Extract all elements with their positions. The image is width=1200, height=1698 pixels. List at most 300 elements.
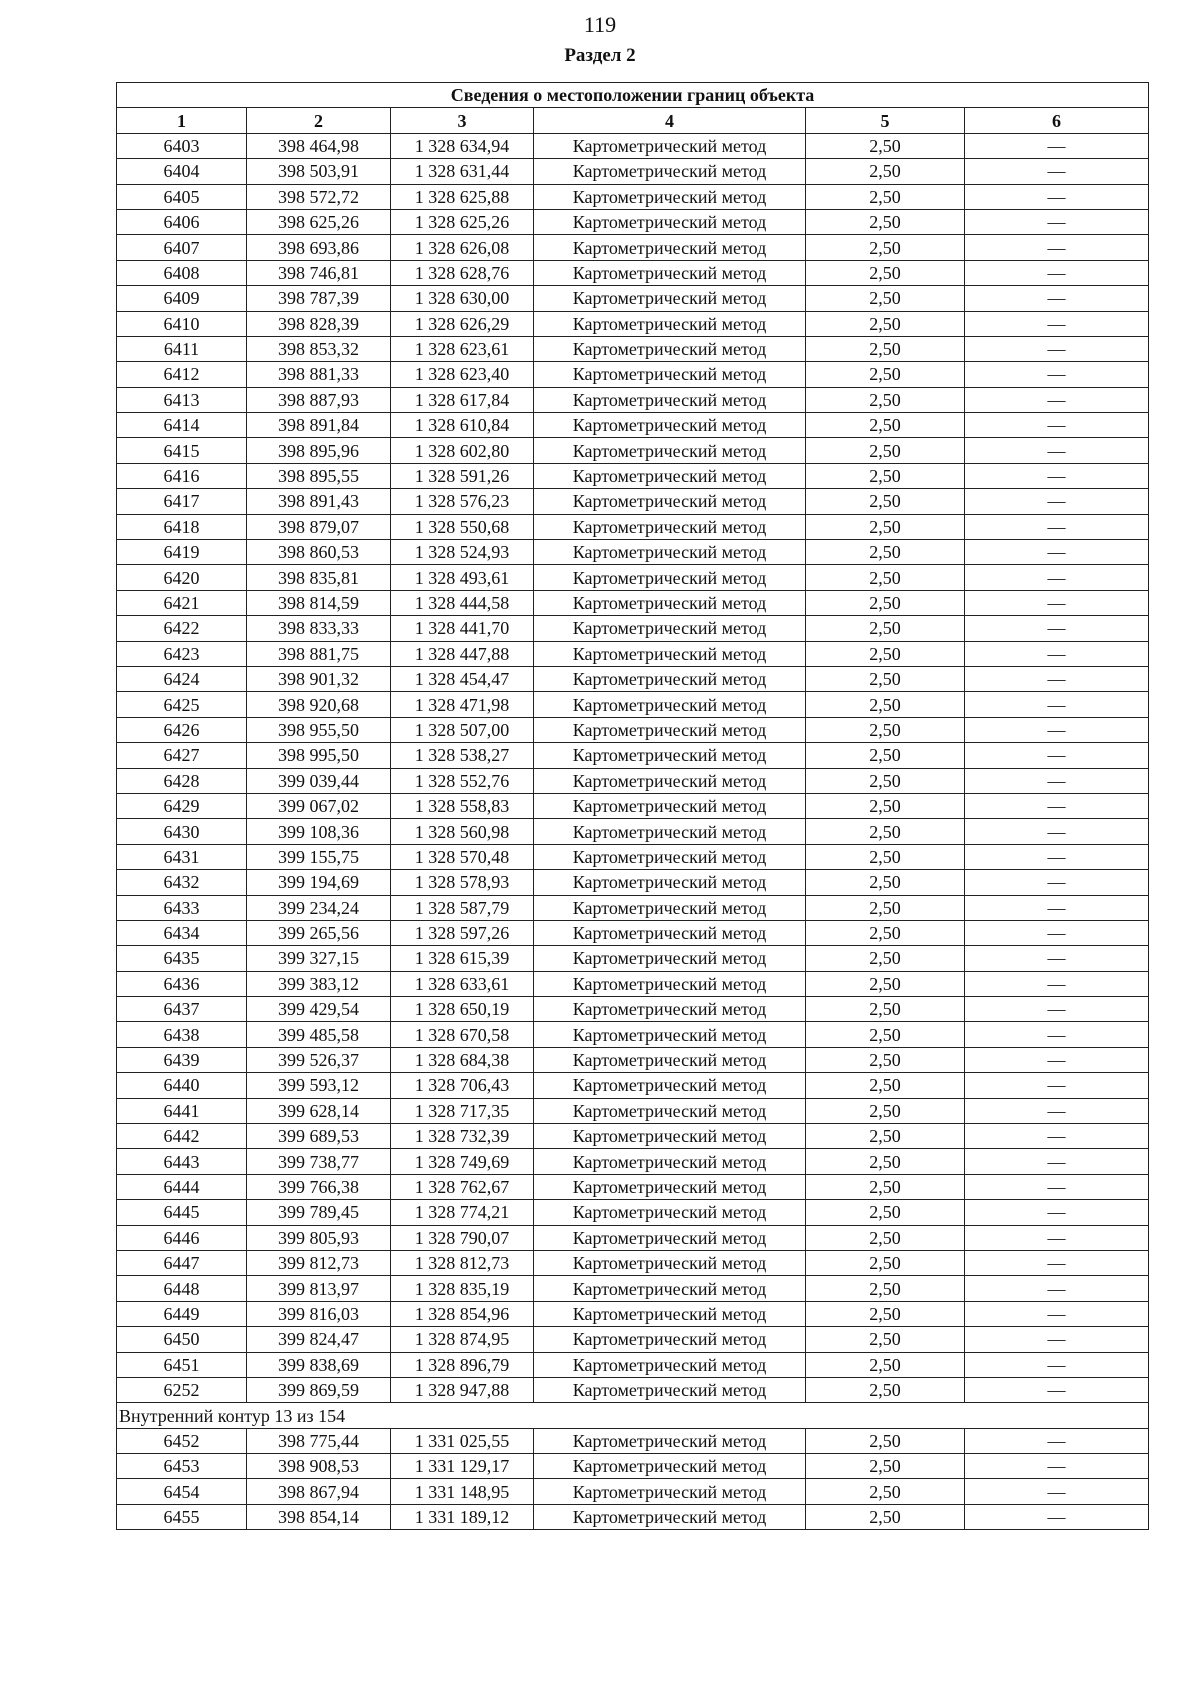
table-cell: Картометрический метод <box>534 1479 806 1504</box>
table-row <box>117 1327 1149 1352</box>
table-row <box>117 1352 1149 1377</box>
table-row <box>117 1047 1149 1072</box>
table-cell: 2,50 <box>806 184 965 209</box>
table-cell: — <box>965 565 1149 590</box>
table-cell: 6414 <box>117 413 247 438</box>
table-row <box>117 616 1149 641</box>
table-cell: 6433 <box>117 895 247 920</box>
table-row <box>117 1022 1149 1047</box>
table-cell: 6449 <box>117 1301 247 1326</box>
table-cell: 399 789,45 <box>247 1200 391 1225</box>
table-row <box>117 184 1149 209</box>
table-cell: — <box>965 666 1149 691</box>
table-cell: — <box>965 1174 1149 1199</box>
table-cell: 6436 <box>117 971 247 996</box>
table-cell: 399 234,24 <box>247 895 391 920</box>
table-cell: 2,50 <box>806 1504 965 1529</box>
table-cell: 2,50 <box>806 946 965 971</box>
table-cell: Картометрический метод <box>534 819 806 844</box>
table-row <box>117 1504 1149 1529</box>
table-cell: — <box>965 260 1149 285</box>
table-cell: Картометрический метод <box>534 946 806 971</box>
table-cell: 1 331 148,95 <box>391 1479 534 1504</box>
table-cell: — <box>965 641 1149 666</box>
table-cell: Картометрический метод <box>534 743 806 768</box>
table-row <box>117 946 1149 971</box>
table-cell: 398 835,81 <box>247 565 391 590</box>
table-cell: 2,50 <box>806 1073 965 1098</box>
table-cell: 6440 <box>117 1073 247 1098</box>
table-cell: — <box>965 920 1149 945</box>
table-cell: Картометрический метод <box>534 870 806 895</box>
table-cell: 6416 <box>117 463 247 488</box>
table-cell: 398 625,26 <box>247 209 391 234</box>
table-cell: 398 881,33 <box>247 362 391 387</box>
table-cell: 2,50 <box>806 1200 965 1225</box>
table-cell: 6429 <box>117 793 247 818</box>
column-header: 4 <box>534 108 806 133</box>
table-cell: Картометрический метод <box>534 1098 806 1123</box>
table-cell: 398 881,75 <box>247 641 391 666</box>
table-cell: 6403 <box>117 133 247 158</box>
table-row <box>117 235 1149 260</box>
table-row <box>117 997 1149 1022</box>
table-cell: 1 328 670,58 <box>391 1022 534 1047</box>
table-cell: Картометрический метод <box>534 1124 806 1149</box>
table-cell: 1 328 570,48 <box>391 844 534 869</box>
table-cell: 2,50 <box>806 1124 965 1149</box>
table-cell: 398 693,86 <box>247 235 391 260</box>
table-cell: 2,50 <box>806 1225 965 1250</box>
table-cell: 399 805,93 <box>247 1225 391 1250</box>
table-cell: 1 328 558,83 <box>391 793 534 818</box>
table-row <box>117 717 1149 742</box>
table-cell: 6438 <box>117 1022 247 1047</box>
table-cell: 6430 <box>117 819 247 844</box>
table-cell: Картометрический метод <box>534 895 806 920</box>
table-cell: 2,50 <box>806 1479 965 1504</box>
table-cell: 399 327,15 <box>247 946 391 971</box>
table-cell: 1 328 947,88 <box>391 1377 534 1402</box>
table-cell: Картометрический метод <box>534 311 806 336</box>
table-cell: — <box>965 1250 1149 1275</box>
table-cell: 398 955,50 <box>247 717 391 742</box>
table-cell: 1 328 576,23 <box>391 489 534 514</box>
table-cell: Картометрический метод <box>534 1352 806 1377</box>
table-cell: Картометрический метод <box>534 235 806 260</box>
table-cell: 6410 <box>117 311 247 336</box>
table-row <box>117 1225 1149 1250</box>
table-cell: — <box>965 362 1149 387</box>
table-cell: Картометрический метод <box>534 565 806 590</box>
table-cell: Картометрический метод <box>534 717 806 742</box>
table-cell: 1 331 189,12 <box>391 1504 534 1529</box>
table-cell: — <box>965 1047 1149 1072</box>
table-row <box>117 260 1149 285</box>
table-cell: 1 328 591,26 <box>391 463 534 488</box>
table-cell: — <box>965 1428 1149 1453</box>
table-row <box>117 844 1149 869</box>
table-cell: 2,50 <box>806 1377 965 1402</box>
table-cell: 2,50 <box>806 1352 965 1377</box>
table-row <box>117 1124 1149 1149</box>
table-cell: — <box>965 768 1149 793</box>
table-cell: 1 328 684,38 <box>391 1047 534 1072</box>
table-cell: 6447 <box>117 1250 247 1275</box>
table-row <box>117 692 1149 717</box>
table-cell: 6406 <box>117 209 247 234</box>
table-cell: — <box>965 387 1149 412</box>
table-cell: 2,50 <box>806 540 965 565</box>
table-cell: 398 891,84 <box>247 413 391 438</box>
table-title: Сведения о местоположении границ объекта <box>117 83 1149 108</box>
table-cell: 6450 <box>117 1327 247 1352</box>
table-cell: Картометрический метод <box>534 387 806 412</box>
column-header: 1 <box>117 108 247 133</box>
table-cell: 2,50 <box>806 743 965 768</box>
table-cell: 1 328 447,88 <box>391 641 534 666</box>
table-cell: Картометрический метод <box>534 1276 806 1301</box>
table-cell: Картометрический метод <box>534 1327 806 1352</box>
table-cell: Картометрический метод <box>534 438 806 463</box>
table-cell: — <box>965 1276 1149 1301</box>
table-cell: Картометрический метод <box>534 1022 806 1047</box>
table-cell: 2,50 <box>806 311 965 336</box>
boundary-coordinates-table <box>116 82 1149 1530</box>
table-row <box>117 819 1149 844</box>
table-cell: 398 828,39 <box>247 311 391 336</box>
table-row <box>117 159 1149 184</box>
table-cell: 399 383,12 <box>247 971 391 996</box>
table-cell: 399 194,69 <box>247 870 391 895</box>
table-cell: 6434 <box>117 920 247 945</box>
table-cell: 398 853,32 <box>247 336 391 361</box>
table-cell: 6455 <box>117 1504 247 1529</box>
table-cell: Картометрический метод <box>534 1200 806 1225</box>
table-row <box>117 463 1149 488</box>
table-cell: — <box>965 133 1149 158</box>
table-cell: 1 328 615,39 <box>391 946 534 971</box>
table-cell: 399 526,37 <box>247 1047 391 1072</box>
table-cell: 2,50 <box>806 489 965 514</box>
table-cell: Картометрический метод <box>534 413 806 438</box>
table-cell: 1 328 625,88 <box>391 184 534 209</box>
table-cell: 398 854,14 <box>247 1504 391 1529</box>
table-cell: Картометрический метод <box>534 971 806 996</box>
table-cell: 2,50 <box>806 1428 965 1453</box>
table-cell: 1 328 587,79 <box>391 895 534 920</box>
table-cell: 6452 <box>117 1428 247 1453</box>
table-cell: 6413 <box>117 387 247 412</box>
table-cell: 2,50 <box>806 514 965 539</box>
table-cell: 2,50 <box>806 1276 965 1301</box>
table-cell: Картометрический метод <box>534 1225 806 1250</box>
table-cell: — <box>965 1479 1149 1504</box>
table-cell: 6415 <box>117 438 247 463</box>
table-cell: 399 838,69 <box>247 1352 391 1377</box>
table-cell: 2,50 <box>806 438 965 463</box>
table-cell: Картометрический метод <box>534 1454 806 1479</box>
table-cell: 1 328 630,00 <box>391 286 534 311</box>
table-cell: 1 328 626,08 <box>391 235 534 260</box>
table-title-row <box>117 83 1149 108</box>
table-cell: 398 901,32 <box>247 666 391 691</box>
table-cell: 6422 <box>117 616 247 641</box>
table-cell: 1 328 626,29 <box>391 311 534 336</box>
column-header: 6 <box>965 108 1149 133</box>
table-cell: — <box>965 463 1149 488</box>
table-cell: — <box>965 1149 1149 1174</box>
table-cell: Картометрический метод <box>534 336 806 361</box>
table-cell: 399 738,77 <box>247 1149 391 1174</box>
table-row <box>117 489 1149 514</box>
table-cell: 399 265,56 <box>247 920 391 945</box>
table-cell: — <box>965 1022 1149 1047</box>
table-cell: 6428 <box>117 768 247 793</box>
table-cell: — <box>965 895 1149 920</box>
table-cell: 398 572,72 <box>247 184 391 209</box>
table-cell: 2,50 <box>806 1250 965 1275</box>
table-cell: 2,50 <box>806 692 965 717</box>
table-cell: 1 328 790,07 <box>391 1225 534 1250</box>
table-cell: 1 328 633,61 <box>391 971 534 996</box>
table-row <box>117 1377 1149 1402</box>
table-cell: — <box>965 743 1149 768</box>
table-cell: 1 328 628,76 <box>391 260 534 285</box>
table-cell: — <box>965 311 1149 336</box>
table-cell: 2,50 <box>806 666 965 691</box>
table-cell: 1 331 129,17 <box>391 1454 534 1479</box>
table-cell: Картометрический метод <box>534 1377 806 1402</box>
table-cell: — <box>965 1073 1149 1098</box>
table-cell: 6421 <box>117 590 247 615</box>
table-cell: Картометрический метод <box>534 286 806 311</box>
table-cell: — <box>965 793 1149 818</box>
column-header: 3 <box>391 108 534 133</box>
table-cell: 1 328 623,61 <box>391 336 534 361</box>
table-cell: 2,50 <box>806 1149 965 1174</box>
table-cell: 1 328 812,73 <box>391 1250 534 1275</box>
table-row <box>117 540 1149 565</box>
table-row <box>117 870 1149 895</box>
table-cell: Картометрический метод <box>534 133 806 158</box>
table-cell: 399 824,47 <box>247 1327 391 1352</box>
table-cell: 1 328 774,21 <box>391 1200 534 1225</box>
table-cell: Картометрический метод <box>534 489 806 514</box>
table-cell: 1 328 444,58 <box>391 590 534 615</box>
table-cell: 399 869,59 <box>247 1377 391 1402</box>
table-body <box>117 133 1149 1529</box>
table-cell: Картометрический метод <box>534 184 806 209</box>
table-cell: 1 328 717,35 <box>391 1098 534 1123</box>
table-cell: 398 891,43 <box>247 489 391 514</box>
table-cell: 399 813,97 <box>247 1276 391 1301</box>
table-cell: — <box>965 1225 1149 1250</box>
table-cell: — <box>965 209 1149 234</box>
table-cell: — <box>965 1124 1149 1149</box>
table-cell: 2,50 <box>806 463 965 488</box>
table-cell: 2,50 <box>806 159 965 184</box>
table-cell: 6418 <box>117 514 247 539</box>
table-cell: 1 328 524,93 <box>391 540 534 565</box>
table-row <box>117 971 1149 996</box>
table-cell: Картометрический метод <box>534 1073 806 1098</box>
table-cell: 1 328 550,68 <box>391 514 534 539</box>
table-cell: — <box>965 1327 1149 1352</box>
table-cell: Картометрический метод <box>534 1428 806 1453</box>
table-cell: 1 328 634,94 <box>391 133 534 158</box>
table-cell: 1 328 762,67 <box>391 1174 534 1199</box>
table-cell: 399 067,02 <box>247 793 391 818</box>
table-cell: 6411 <box>117 336 247 361</box>
table-cell: 6444 <box>117 1174 247 1199</box>
table-cell: 2,50 <box>806 971 965 996</box>
table-row <box>117 1276 1149 1301</box>
table-cell: 6252 <box>117 1377 247 1402</box>
table-row <box>117 1174 1149 1199</box>
table-cell: 6445 <box>117 1200 247 1225</box>
table-cell: 6441 <box>117 1098 247 1123</box>
table-cell: 2,50 <box>806 920 965 945</box>
table-cell: 1 328 650,19 <box>391 997 534 1022</box>
table-cell: 6435 <box>117 946 247 971</box>
table-cell: 6426 <box>117 717 247 742</box>
table-cell: 398 908,53 <box>247 1454 391 1479</box>
table-cell: 2,50 <box>806 793 965 818</box>
table-cell: 1 328 454,47 <box>391 666 534 691</box>
table-cell: — <box>965 159 1149 184</box>
table-cell: 1 328 835,19 <box>391 1276 534 1301</box>
table-cell: 398 860,53 <box>247 540 391 565</box>
table-cell: Картометрический метод <box>534 590 806 615</box>
table-cell: — <box>965 1352 1149 1377</box>
table-cell: 399 628,14 <box>247 1098 391 1123</box>
table-cell: — <box>965 717 1149 742</box>
table-cell: Картометрический метод <box>534 514 806 539</box>
table-row <box>117 565 1149 590</box>
table-cell: 1 328 602,80 <box>391 438 534 463</box>
table-cell: 398 787,39 <box>247 286 391 311</box>
table-row <box>117 1098 1149 1123</box>
table-cell: 6408 <box>117 260 247 285</box>
table-cell: 2,50 <box>806 717 965 742</box>
table-cell: — <box>965 971 1149 996</box>
table-cell: 398 895,55 <box>247 463 391 488</box>
table-cell: Картометрический метод <box>534 997 806 1022</box>
table-cell: 2,50 <box>806 565 965 590</box>
table-row <box>117 895 1149 920</box>
table-cell: 2,50 <box>806 1454 965 1479</box>
table-cell: 2,50 <box>806 133 965 158</box>
table-cell: 398 814,59 <box>247 590 391 615</box>
table-cell: — <box>965 286 1149 311</box>
table-cell: 2,50 <box>806 1174 965 1199</box>
table-cell: 6417 <box>117 489 247 514</box>
table-cell: 398 503,91 <box>247 159 391 184</box>
table-cell: 1 328 749,69 <box>391 1149 534 1174</box>
table-cell: 1 328 507,00 <box>391 717 534 742</box>
table-cell: — <box>965 514 1149 539</box>
table-cell: 399 766,38 <box>247 1174 391 1199</box>
table-cell: 6448 <box>117 1276 247 1301</box>
table-cell: 2,50 <box>806 590 965 615</box>
table-cell: 6425 <box>117 692 247 717</box>
table-cell: 399 155,75 <box>247 844 391 869</box>
table-cell: — <box>965 540 1149 565</box>
table-cell: — <box>965 184 1149 209</box>
table-cell: — <box>965 1454 1149 1479</box>
table-cell: 2,50 <box>806 413 965 438</box>
table-cell: 398 746,81 <box>247 260 391 285</box>
table-cell: 6419 <box>117 540 247 565</box>
table-cell: 6424 <box>117 666 247 691</box>
table-cell: Картометрический метод <box>534 362 806 387</box>
table-cell: 1 328 631,44 <box>391 159 534 184</box>
table-cell: Картометрический метод <box>534 1047 806 1072</box>
table-cell: Картометрический метод <box>534 1301 806 1326</box>
table-cell: 399 039,44 <box>247 768 391 793</box>
table-cell: 1 328 441,70 <box>391 616 534 641</box>
table-cell: 6442 <box>117 1124 247 1149</box>
table-cell: 2,50 <box>806 209 965 234</box>
table-cell: Картометрический метод <box>534 616 806 641</box>
section-title: Раздел 2 <box>564 45 636 66</box>
table-cell: 1 328 874,95 <box>391 1327 534 1352</box>
table-cell: — <box>965 1377 1149 1402</box>
table-cell: 2,50 <box>806 1047 965 1072</box>
table-cell: 398 895,96 <box>247 438 391 463</box>
table-cell: — <box>965 616 1149 641</box>
table-row <box>117 920 1149 945</box>
table-cell: — <box>965 692 1149 717</box>
table-cell: 6409 <box>117 286 247 311</box>
table-cell: Картометрический метод <box>534 666 806 691</box>
table-cell: 6404 <box>117 159 247 184</box>
table-row <box>117 438 1149 463</box>
table-cell: 2,50 <box>806 870 965 895</box>
table-cell: 399 689,53 <box>247 1124 391 1149</box>
table-cell: Картометрический метод <box>534 1250 806 1275</box>
table-cell: 6405 <box>117 184 247 209</box>
table-cell: 2,50 <box>806 616 965 641</box>
table-cell: 6451 <box>117 1352 247 1377</box>
table-row <box>117 1301 1149 1326</box>
table-cell: 398 887,93 <box>247 387 391 412</box>
table-cell: Картометрический метод <box>534 540 806 565</box>
column-header: 2 <box>247 108 391 133</box>
table-row <box>117 590 1149 615</box>
table-cell: 398 464,98 <box>247 133 391 158</box>
table-cell: — <box>965 413 1149 438</box>
table-cell: Картометрический метод <box>534 641 806 666</box>
table-row <box>117 666 1149 691</box>
table-cell: — <box>965 1098 1149 1123</box>
table-cell: — <box>965 438 1149 463</box>
table-cell: 1 328 610,84 <box>391 413 534 438</box>
table-cell: 2,50 <box>806 844 965 869</box>
table-cell: 2,50 <box>806 1301 965 1326</box>
table-cell: 2,50 <box>806 1098 965 1123</box>
table-cell: 1 328 493,61 <box>391 565 534 590</box>
table-cell: 2,50 <box>806 286 965 311</box>
table-cell: — <box>965 1200 1149 1225</box>
table-cell: 2,50 <box>806 1022 965 1047</box>
table-cell: — <box>965 590 1149 615</box>
table-cell: 2,50 <box>806 895 965 920</box>
column-header: 5 <box>806 108 965 133</box>
table-cell: 1 328 896,79 <box>391 1352 534 1377</box>
table-cell: Картометрический метод <box>534 1149 806 1174</box>
